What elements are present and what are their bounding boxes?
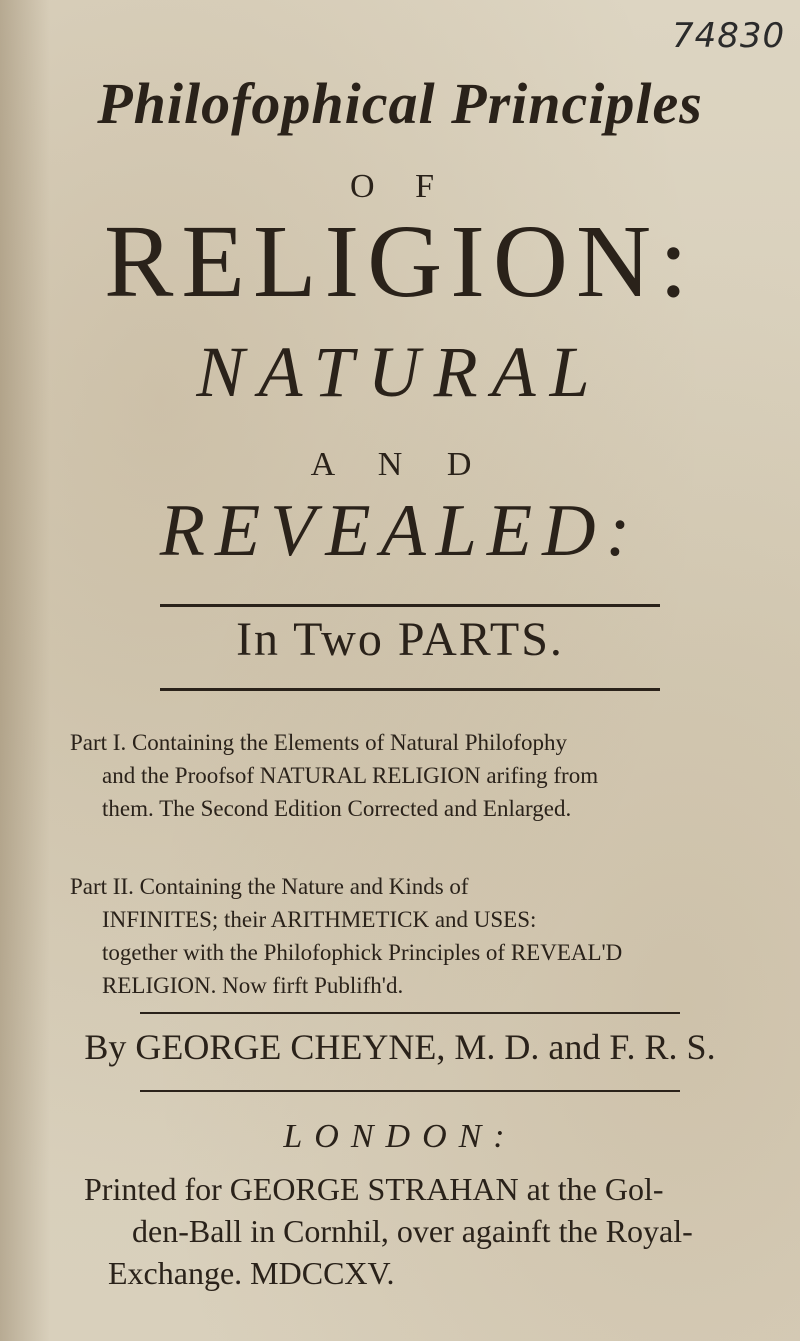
imprint-line: den-Ball in Cornhil, over againft the Royal-	[132, 1213, 693, 1249]
part-one-line: Part I. Containing the Elements of Natural Philofophy	[70, 730, 567, 755]
title-natural: NATURAL	[196, 332, 604, 412]
rule-below-parts	[160, 688, 660, 691]
author-line: By GEORGE CHEYNE, M. D. and F. R. S.	[84, 1027, 716, 1067]
part-two-line: Part II. Containing the Nature and Kinds of	[70, 874, 469, 899]
part-two-description	[70, 870, 730, 1002]
rule-above-author	[140, 1012, 680, 1014]
part-two-line: RELIGION. Now firft Publifh'd.	[102, 973, 404, 998]
rule-below-author	[140, 1090, 680, 1092]
part-two-line: INFINITES; their ARITHMETICK and USES:	[102, 907, 537, 932]
imprint-place: LONDON:	[283, 1118, 517, 1155]
part-one-description	[70, 726, 730, 825]
imprint-line: Exchange. MDCCXV.	[108, 1255, 395, 1291]
part-one-line: and the Proofsof NATURAL RELIGION arifing from	[102, 763, 599, 788]
part-one-line: them. The Second Edition Corrected and Enlarged.	[102, 796, 572, 821]
title-and: A N D	[310, 446, 490, 483]
catalog-number: 74830	[672, 16, 786, 56]
title-religion: RELIGION:	[104, 204, 696, 319]
title-revealed: REVEALED:	[159, 490, 641, 572]
imprint-text	[84, 1168, 724, 1294]
parts-heading: In Two PARTS.	[236, 613, 564, 666]
part-two-line: together with the Philofophick Principles of REVEAL'D	[102, 940, 623, 965]
rule-above-parts	[160, 604, 660, 607]
title-line-philosophical: Philofophical Principles	[97, 71, 703, 136]
title-of: O F	[350, 168, 450, 205]
imprint-line: Printed for GEORGE STRAHAN at the Gol-	[84, 1171, 664, 1207]
